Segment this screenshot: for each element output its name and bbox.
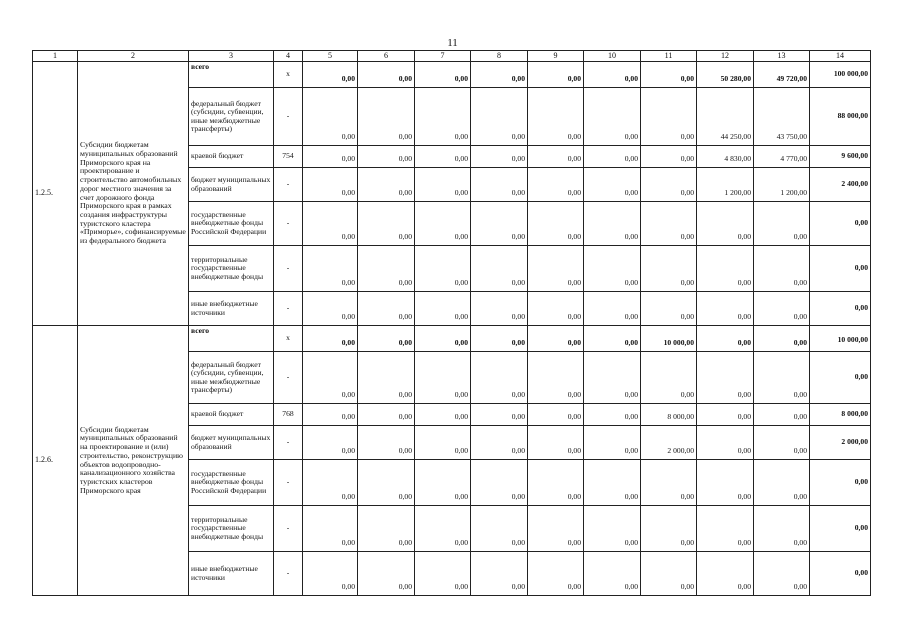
value-cell: 8 000,00 xyxy=(641,404,697,426)
value-cell: 0,00 xyxy=(303,404,358,426)
funding-source: федеральный бюджет (субсидии, субвенции, иные межбюджетные трансферты) xyxy=(189,352,274,404)
value-cell: 0,00 xyxy=(641,88,697,146)
value-cell: 0,00 xyxy=(528,292,584,326)
value-cell: 0,00 xyxy=(528,426,584,460)
budget-code: 768 xyxy=(274,404,303,426)
value-cell: 0,00 xyxy=(415,552,471,596)
column-header: 2 xyxy=(78,51,189,62)
value-cell: 0,00 xyxy=(641,202,697,246)
value-cell: 49 720,00 xyxy=(754,62,810,88)
total-value-cell: 0,00 xyxy=(810,506,871,552)
value-cell: 0,00 xyxy=(303,168,358,202)
value-cell: 0,00 xyxy=(358,552,415,596)
value-cell: 0,00 xyxy=(471,426,528,460)
value-cell: 0,00 xyxy=(415,246,471,292)
budget-code: - xyxy=(274,460,303,506)
value-cell: 0,00 xyxy=(471,292,528,326)
value-cell: 0,00 xyxy=(754,552,810,596)
value-cell: 0,00 xyxy=(303,292,358,326)
page-number: 11 xyxy=(447,37,458,49)
value-cell: 0,00 xyxy=(528,404,584,426)
value-cell: 0,00 xyxy=(754,404,810,426)
column-header: 4 xyxy=(274,51,303,62)
value-cell: 0,00 xyxy=(415,404,471,426)
funding-source: территориальные государственные внебюджетные фонды xyxy=(189,506,274,552)
section-name: Субсидии бюджетам муниципальных образований на проектирование и (или) строительство, реконструкцию объектов водопроводно-канализационного хозяйства туристских кластеров Приморского края xyxy=(78,326,189,596)
value-cell: 0,00 xyxy=(754,506,810,552)
value-cell: 0,00 xyxy=(641,460,697,506)
value-cell: 0,00 xyxy=(584,62,641,88)
column-header: 7 xyxy=(415,51,471,62)
value-cell: 0,00 xyxy=(697,506,754,552)
column-header: 1 xyxy=(33,51,78,62)
total-row xyxy=(33,62,871,88)
section-code: 1.2.6. xyxy=(33,326,78,596)
value-cell: 1 200,00 xyxy=(697,168,754,202)
value-cell: 0,00 xyxy=(697,202,754,246)
funding-source: иные внебюджетные источники xyxy=(189,552,274,596)
value-cell: 0,00 xyxy=(584,426,641,460)
value-cell: 0,00 xyxy=(303,352,358,404)
column-header: 10 xyxy=(584,51,641,62)
value-cell: 0,00 xyxy=(471,168,528,202)
value-cell: 0,00 xyxy=(584,246,641,292)
budget-code: - xyxy=(274,426,303,460)
value-cell: 0,00 xyxy=(415,202,471,246)
value-cell: 0,00 xyxy=(303,552,358,596)
budget-code: - xyxy=(274,168,303,202)
value-cell: 0,00 xyxy=(584,168,641,202)
total-value-cell: 0,00 xyxy=(810,460,871,506)
value-cell: 0,00 xyxy=(358,506,415,552)
funding-source: федеральный бюджет (субсидии, субвенции, иные межбюджетные трансферты) xyxy=(189,88,274,146)
value-cell: 0,00 xyxy=(471,246,528,292)
value-cell: 0,00 xyxy=(754,326,810,352)
value-cell: 0,00 xyxy=(471,146,528,168)
value-cell: 0,00 xyxy=(358,460,415,506)
value-cell: 0,00 xyxy=(697,292,754,326)
column-header: 9 xyxy=(528,51,584,62)
value-cell: 0,00 xyxy=(641,352,697,404)
value-cell: 0,00 xyxy=(471,552,528,596)
total-value-cell: 9 600,00 xyxy=(810,146,871,168)
value-cell: 2 000,00 xyxy=(641,426,697,460)
value-cell: 0,00 xyxy=(528,246,584,292)
value-cell: 0,00 xyxy=(641,168,697,202)
value-cell: 0,00 xyxy=(471,506,528,552)
value-cell: 0,00 xyxy=(641,146,697,168)
value-cell: 0,00 xyxy=(584,352,641,404)
value-cell: 0,00 xyxy=(641,552,697,596)
value-cell: 44 250,00 xyxy=(697,88,754,146)
total-value-cell: 0,00 xyxy=(810,352,871,404)
value-cell: 0,00 xyxy=(358,146,415,168)
value-cell: 0,00 xyxy=(415,62,471,88)
budget-code: 754 xyxy=(274,146,303,168)
value-cell: 0,00 xyxy=(303,426,358,460)
column-number-row xyxy=(33,51,871,62)
value-cell: 0,00 xyxy=(528,88,584,146)
value-cell: 0,00 xyxy=(358,246,415,292)
value-cell: 0,00 xyxy=(697,552,754,596)
value-cell: 4 830,00 xyxy=(697,146,754,168)
total-value-cell: 88 000,00 xyxy=(810,88,871,146)
value-cell: 0,00 xyxy=(415,146,471,168)
funding-source: всего xyxy=(189,62,274,88)
value-cell: 0,00 xyxy=(754,246,810,292)
value-cell: 0,00 xyxy=(471,326,528,352)
budget-code: - xyxy=(274,552,303,596)
total-value-cell: 2 000,00 xyxy=(810,426,871,460)
total-value-cell: 10 000,00 xyxy=(810,326,871,352)
value-cell: 0,00 xyxy=(697,426,754,460)
funding-source: государственные внебюджетные фонды Российской Федерации xyxy=(189,202,274,246)
total-value-cell: 2 400,00 xyxy=(810,168,871,202)
value-cell: 0,00 xyxy=(754,352,810,404)
column-header: 6 xyxy=(358,51,415,62)
value-cell: 0,00 xyxy=(358,292,415,326)
funding-source: всего xyxy=(189,326,274,352)
value-cell: 0,00 xyxy=(584,506,641,552)
value-cell: 0,00 xyxy=(697,246,754,292)
value-cell: 0,00 xyxy=(303,506,358,552)
section-name: Субсидии бюджетам муниципальных образований Приморского края на проектирование и строительство автомобильных дорог местного значения за счет дорожного фонда Приморского края в рамках создания инфраструктуры туристского кластера «Приморье», софинансируемые из федерального бюджета xyxy=(78,62,189,326)
total-value-cell: 0,00 xyxy=(810,552,871,596)
value-cell: 0,00 xyxy=(303,202,358,246)
value-cell: 0,00 xyxy=(471,404,528,426)
value-cell: 0,00 xyxy=(697,352,754,404)
value-cell: 0,00 xyxy=(528,202,584,246)
value-cell: 0,00 xyxy=(358,62,415,88)
funding-source: иные внебюджетные источники xyxy=(189,292,274,326)
value-cell: 0,00 xyxy=(528,352,584,404)
value-cell: 43 750,00 xyxy=(754,88,810,146)
value-cell: 10 000,00 xyxy=(641,326,697,352)
value-cell: 0,00 xyxy=(303,88,358,146)
value-cell: 0,00 xyxy=(528,168,584,202)
value-cell: 0,00 xyxy=(528,146,584,168)
value-cell: 0,00 xyxy=(415,88,471,146)
value-cell: 0,00 xyxy=(641,292,697,326)
column-header: 11 xyxy=(641,51,697,62)
value-cell: 0,00 xyxy=(415,460,471,506)
funding-source: бюджет муниципальных образований xyxy=(189,168,274,202)
column-header: 12 xyxy=(697,51,754,62)
value-cell: 0,00 xyxy=(697,460,754,506)
value-cell: 0,00 xyxy=(584,552,641,596)
budget-code: х xyxy=(274,326,303,352)
value-cell: 0,00 xyxy=(303,146,358,168)
value-cell: 0,00 xyxy=(415,168,471,202)
budget-table xyxy=(32,50,871,596)
value-cell: 0,00 xyxy=(754,460,810,506)
budget-code: - xyxy=(274,352,303,404)
value-cell: 4 770,00 xyxy=(754,146,810,168)
value-cell: 0,00 xyxy=(303,62,358,88)
column-header: 3 xyxy=(189,51,274,62)
value-cell: 0,00 xyxy=(471,460,528,506)
value-cell: 0,00 xyxy=(697,326,754,352)
value-cell: 0,00 xyxy=(584,326,641,352)
funding-source: краевой бюджет xyxy=(189,404,274,426)
funding-source: государственные внебюджетные фонды Российской Федерации xyxy=(189,460,274,506)
value-cell: 0,00 xyxy=(528,62,584,88)
funding-source: территориальные государственные внебюджетные фонды xyxy=(189,246,274,292)
value-cell: 0,00 xyxy=(471,352,528,404)
total-value-cell: 0,00 xyxy=(810,246,871,292)
budget-code: - xyxy=(274,202,303,246)
value-cell: 0,00 xyxy=(415,292,471,326)
value-cell: 0,00 xyxy=(641,246,697,292)
value-cell: 0,00 xyxy=(415,426,471,460)
value-cell: 0,00 xyxy=(303,460,358,506)
value-cell: 0,00 xyxy=(754,426,810,460)
value-cell: 0,00 xyxy=(471,88,528,146)
value-cell: 0,00 xyxy=(584,146,641,168)
value-cell: 0,00 xyxy=(528,506,584,552)
total-value-cell: 0,00 xyxy=(810,292,871,326)
value-cell: 0,00 xyxy=(584,88,641,146)
column-header: 14 xyxy=(810,51,871,62)
value-cell: 0,00 xyxy=(584,460,641,506)
budget-code: х xyxy=(274,62,303,88)
value-cell: 0,00 xyxy=(584,404,641,426)
value-cell: 0,00 xyxy=(358,352,415,404)
value-cell: 0,00 xyxy=(415,506,471,552)
budget-code: - xyxy=(274,292,303,326)
total-value-cell: 0,00 xyxy=(810,202,871,246)
total-row xyxy=(33,326,871,352)
column-header: 8 xyxy=(471,51,528,62)
column-header: 5 xyxy=(303,51,358,62)
value-cell: 0,00 xyxy=(358,168,415,202)
value-cell: 0,00 xyxy=(584,202,641,246)
total-value-cell: 100 000,00 xyxy=(810,62,871,88)
value-cell: 0,00 xyxy=(303,246,358,292)
value-cell: 0,00 xyxy=(358,404,415,426)
value-cell: 0,00 xyxy=(697,404,754,426)
funding-source: бюджет муниципальных образований xyxy=(189,426,274,460)
value-cell: 0,00 xyxy=(358,326,415,352)
budget-code: - xyxy=(274,246,303,292)
value-cell: 0,00 xyxy=(754,202,810,246)
section-code: 1.2.5. xyxy=(33,62,78,326)
value-cell: 0,00 xyxy=(528,326,584,352)
total-value-cell: 8 000,00 xyxy=(810,404,871,426)
value-cell: 0,00 xyxy=(415,326,471,352)
value-cell: 0,00 xyxy=(641,506,697,552)
value-cell: 1 200,00 xyxy=(754,168,810,202)
value-cell: 0,00 xyxy=(528,460,584,506)
value-cell: 0,00 xyxy=(471,202,528,246)
column-header: 13 xyxy=(754,51,810,62)
value-cell: 0,00 xyxy=(754,292,810,326)
value-cell: 0,00 xyxy=(358,426,415,460)
budget-code: - xyxy=(274,88,303,146)
funding-source: краевой бюджет xyxy=(189,146,274,168)
value-cell: 0,00 xyxy=(358,202,415,246)
value-cell: 0,00 xyxy=(415,352,471,404)
value-cell: 0,00 xyxy=(528,552,584,596)
budget-code: - xyxy=(274,506,303,552)
value-cell: 0,00 xyxy=(303,326,358,352)
value-cell: 50 280,00 xyxy=(697,62,754,88)
value-cell: 0,00 xyxy=(584,292,641,326)
value-cell: 0,00 xyxy=(641,62,697,88)
value-cell: 0,00 xyxy=(471,62,528,88)
value-cell: 0,00 xyxy=(358,88,415,146)
